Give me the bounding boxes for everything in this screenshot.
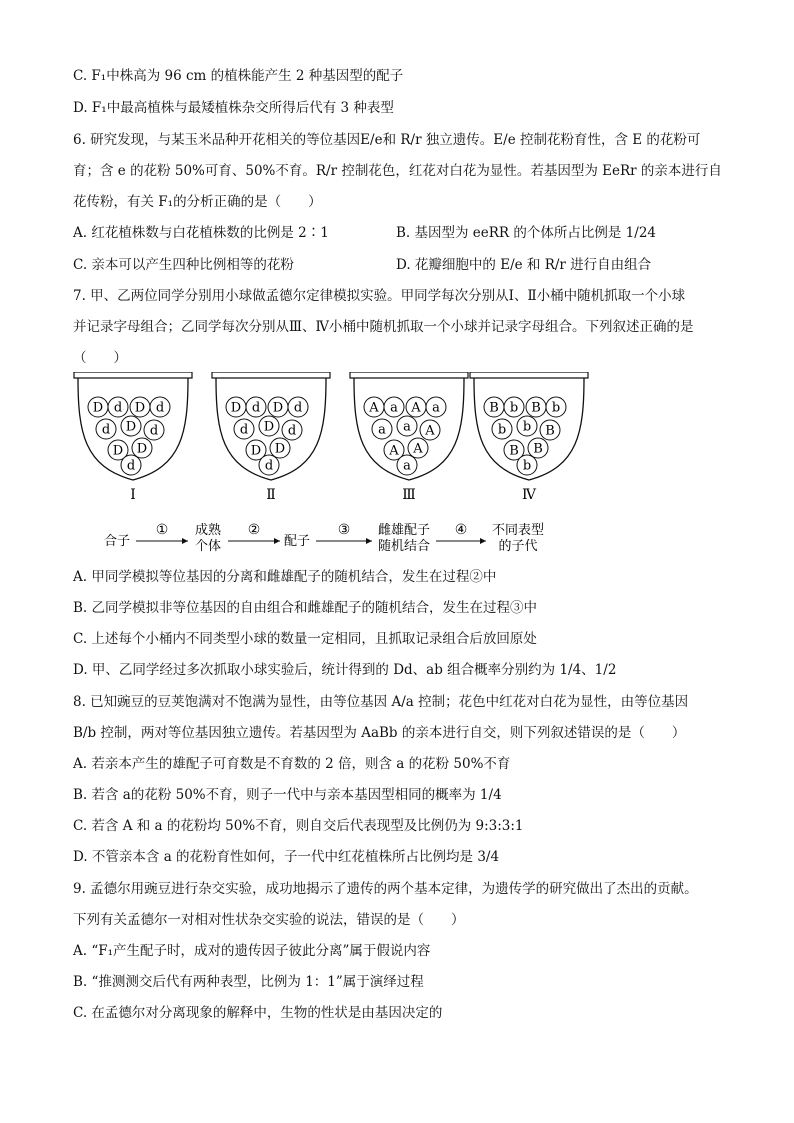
- flow-node: 个体: [194, 539, 222, 554]
- text-line: B. 乙同学模拟非等位基因的自由组合和雌雄配子的随机结合，发生在过程③中: [73, 600, 538, 616]
- flow-node: 不同表型: [491, 523, 545, 538]
- text-line: D. 甲、乙同学经过多次抓取小球实验后，统计得到的 Dd、ab 组合概率分别约为 1/4、1/2: [73, 662, 617, 678]
- flow-arrowhead: [480, 538, 486, 544]
- flow-arrowhead: [182, 538, 188, 544]
- ball-label: D: [92, 400, 104, 416]
- ball-label: b: [522, 419, 532, 435]
- q6-option: D. 花瓣细胞中的 E/e 和 R/r 进行自由组合: [396, 257, 652, 273]
- flow-node: 雌雄配子: [377, 523, 431, 538]
- ball-label: a: [403, 458, 411, 474]
- ball-label: A: [369, 400, 379, 416]
- ball-label: A: [425, 423, 435, 439]
- text-line: B. “推测测交后代有两种表型，比例为 1：1”属于演绎过程: [73, 974, 424, 990]
- text-line: 6. 研究发现，与某玉米品种开花相关的等位基因E/e和 R/r 独立遗传。E/e 控制花粉育性，含 E 的花粉可: [73, 132, 701, 148]
- text-line: （ ）: [73, 350, 127, 366]
- ball-label: a: [432, 400, 440, 416]
- bucket-figure: [70, 372, 590, 507]
- ball-label: d: [126, 458, 136, 474]
- text-line: 下列有关孟德尔一对相对性状杂交实验的说法，错误的是（ ）: [73, 912, 465, 928]
- text-line: D. 不管亲本含 a 的花粉育性如何，子一代中红花植株所占比例均是 3/4: [73, 849, 500, 865]
- ball-label: D: [250, 443, 262, 459]
- ball-label: D: [274, 441, 286, 457]
- ball-label: d: [287, 423, 297, 439]
- ball-label: a: [403, 419, 411, 435]
- bucket-label: Ⅰ: [130, 487, 136, 503]
- ball-label: D: [272, 400, 284, 416]
- bucket: [74, 372, 192, 503]
- text-line: A. 若亲本产生的雄配子可育数是不育数的 2 倍，则含 a 的花粉 50%不育: [73, 756, 511, 772]
- text-line: A. “F₁产生配子时，成对的遗传因子彼此分离”属于假说内容: [73, 943, 431, 959]
- text-line: 并记录字母组合；乙同学每次分别从Ⅲ、Ⅳ小桶中随机抓取一个小球并记录字母组合。下列叙述正确的是: [73, 319, 694, 335]
- text-line: B. 若含 a的花粉 50%不育，则子一代中与亲本基因型相同的概率为 1/4: [73, 787, 502, 803]
- ball-label: a: [378, 422, 386, 438]
- ball-label: D: [263, 419, 275, 435]
- text-line: C. 若含 A 和 a 的花粉均 50%不育，则自交后代表现型及比例仍为 9:3:3:1: [73, 818, 524, 834]
- bucket: [470, 372, 588, 503]
- ball-label: b: [522, 458, 532, 474]
- text-line: 育；含 e 的花粉 50%可育、50%不育。R/r 控制花色，红花对白花为显性。若基因型为 EeRr 的亲本进行自: [73, 163, 722, 179]
- ball-label: D: [125, 419, 137, 435]
- ball-label: d: [149, 423, 159, 439]
- bucket-label: Ⅳ: [522, 487, 536, 503]
- ball-label: B: [489, 400, 499, 416]
- ball-label: D: [134, 400, 146, 416]
- flow-node: 随机结合: [377, 539, 431, 554]
- ball-label: D: [136, 441, 148, 457]
- ball-label: B: [531, 400, 541, 416]
- bucket-label: Ⅲ: [402, 487, 416, 503]
- text-line: C. F₁中株高为 96 cm 的植株能产生 2 种基因型的配子: [73, 68, 404, 84]
- flow-step: ④: [454, 522, 468, 538]
- text-line: 9. 孟德尔用豌豆进行杂交实验，成功地揭示了遗传的两个基本定律，为遗传学的研究做出了杰出的贡献。: [73, 881, 698, 897]
- ball-label: D: [230, 400, 242, 416]
- bucket-label: Ⅱ: [266, 487, 276, 503]
- flow-arrowhead: [366, 538, 372, 544]
- flow-node: 合子: [103, 534, 131, 549]
- flow-step: ①: [155, 522, 169, 538]
- text-line: 花传粉，有关 F₁的分析正确的是（ ）: [73, 194, 322, 210]
- flow-step: ③: [337, 522, 351, 538]
- ball-label: A: [413, 441, 423, 457]
- ball-label: d: [264, 458, 274, 474]
- flow-step: ②: [247, 522, 261, 538]
- q6-option: B. 基因型为 eeRR 的个体所占比例是 1/24: [396, 225, 656, 241]
- text-line: D. F₁中最高植株与最矮植株杂交所得后代有 3 种表型: [73, 100, 394, 116]
- ball-label: B: [545, 423, 555, 439]
- ball-label: d: [101, 422, 111, 438]
- text-line: C. 上述每个小桶内不同类型小球的数量一定相同，且抓取记录组合后放回原处: [73, 631, 537, 647]
- flow-node: 成熟: [194, 523, 222, 538]
- text-line: A. 甲同学模拟等位基因的分离和雌雄配子的随机结合，发生在过程②中: [73, 569, 497, 585]
- bucket: [212, 372, 330, 503]
- ball-label: b: [509, 400, 519, 416]
- ball-label: d: [155, 400, 165, 416]
- life-cycle-flow: [100, 517, 560, 562]
- flow-arrowhead: [274, 538, 280, 544]
- ball-label: b: [497, 422, 507, 438]
- bucket: [350, 372, 468, 503]
- ball-label: d: [113, 400, 123, 416]
- ball-label: A: [411, 400, 421, 416]
- ball-label: b: [551, 400, 561, 416]
- ball-label: A: [389, 443, 399, 459]
- ball-label: D: [112, 443, 124, 459]
- ball-label: d: [239, 422, 249, 438]
- text-line: C. 在孟德尔对分离现象的解释中，生物的性状是由基因决定的: [73, 1005, 443, 1021]
- text-line: 8. 已知豌豆的豆荚饱满对不饱满为显性，由等位基因 A/a 控制；花色中红花对白花为显性，由等位基因: [73, 694, 689, 710]
- flow-node: 配子: [283, 534, 311, 549]
- ball-label: a: [390, 400, 398, 416]
- ball-label: d: [293, 400, 303, 416]
- ball-label: d: [251, 400, 261, 416]
- text-line: B/b 控制，两对等位基因独立遗传。若基因型为 AaBb 的亲本进行自交，则下列叙述错误的是（ ）: [73, 725, 686, 741]
- text-line: 7. 甲、乙两位同学分别用小球做孟德尔定律模拟实验。甲同学每次分别从Ⅰ、Ⅱ小桶中随机抓取一个小球: [73, 288, 686, 304]
- flow-node: 的子代: [498, 539, 538, 554]
- ball-label: B: [533, 441, 543, 457]
- q6-option: C. 亲本可以产生四种比例相等的花粉: [73, 257, 294, 273]
- ball-label: B: [509, 443, 519, 459]
- q6-option: A. 红花植株数与白花植株数的比例是 2∶1: [73, 225, 329, 241]
